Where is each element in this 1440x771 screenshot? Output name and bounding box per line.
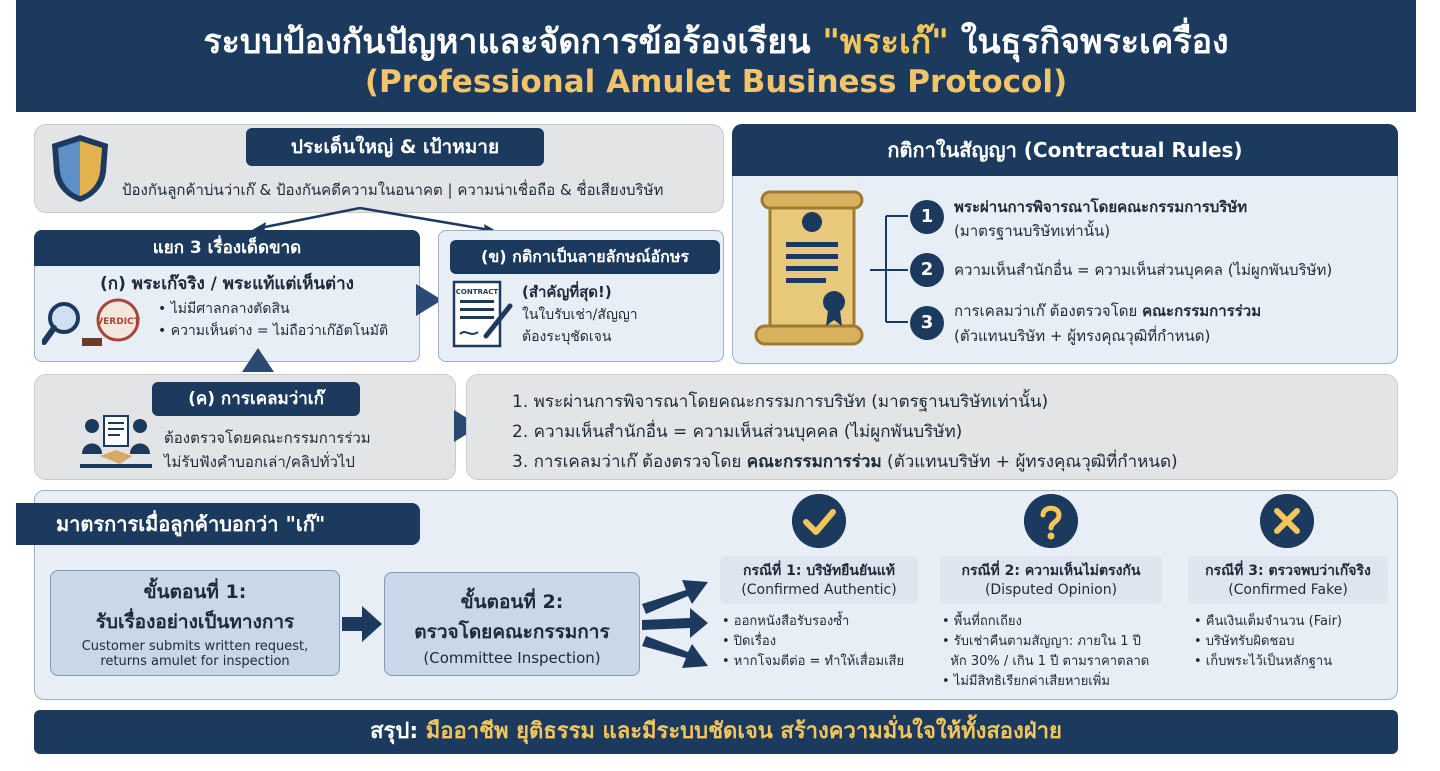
arrow-right-icon [342, 604, 384, 644]
claim-tag: (ค) การเคลมว่าเก๊ [152, 382, 360, 416]
case-3-subtitle: (Confirmed Fake) [1228, 582, 1348, 598]
rule-3-title-bold: คณะกรรมการร่วม [1142, 302, 1262, 320]
measures-heading: มาตรการเมื่อลูกค้าบอกว่า "เก๊" [16, 503, 420, 545]
question-icon [1024, 494, 1078, 548]
step-2-card [384, 572, 640, 676]
rule-number-2: 2 [910, 253, 944, 287]
contract-line: ในใบรับเช่า/สัญญา [522, 307, 638, 323]
case-2-bullet: หัก 30% / เกิน 1 ปี ตามราคาตลาด [942, 654, 1150, 669]
case-1-title: กรณีที่ 1: บริษัทยืนยันแท้ [743, 563, 895, 579]
case-3-bullet: • คืนเงินเต็มจำนวน (Fair) [1194, 614, 1342, 629]
rule-1-title: พระผ่านการพิจารณาโดยคณะกรรมการบริษัท [954, 198, 1248, 216]
rule-3-detail: (ตัวแทนบริษัท + ผู้ทรงคุณวุฒิที่กำหนด) [954, 327, 1211, 345]
step-1-card [50, 570, 340, 676]
list-item-bold: คณะกรรมการร่วม [746, 452, 882, 472]
page-title [16, 14, 1416, 68]
title-part: ในธุรกิจพระเครื่อง [948, 22, 1229, 62]
issue-tag: ประเด็นใหญ่ & เป้าหมาย [246, 128, 544, 166]
rule-1-detail: (มาตรฐานบริษัทเท่านั้น) [954, 222, 1111, 240]
contract-rules-heading: กติกาในสัญญา (Contractual Rules) [732, 124, 1398, 176]
rule-number-3: 3 [910, 306, 944, 340]
summary-footer [34, 710, 1398, 754]
case-3-bullet: • เก็บพระไว้เป็นหลักฐาน [1194, 654, 1333, 669]
header-banner [16, 0, 1416, 112]
claim-line: ไม่รับฟังคำบอกเล่า/คลิปทั่วไป [164, 453, 355, 471]
step-1-title: ขั้นตอนที่ 1: [143, 581, 247, 603]
case-2-subtitle: (Disputed Opinion) [984, 582, 1118, 598]
list-item-part: 3. การเคลมว่าเก๊ ต้องตรวจโดย [512, 452, 747, 472]
case-2-bullet: • พื้นที่ถกเถียง [942, 614, 1022, 629]
case-2-title: กรณีที่ 2: ความเห็นไม่ตรงกัน [961, 563, 1141, 579]
split-heading: แยก 3 เรื่องเด็ดขาด [34, 230, 420, 266]
case-3-title: กรณีที่ 3: ตรวจพบว่าเก๊จริง [1205, 563, 1371, 579]
step-1-subtitle: รับเรื่องอย่างเป็นทางการ [95, 611, 295, 633]
case-3-bullet: • บริษัทรับผิดชอบ [1194, 634, 1295, 649]
case-2-bullet: • ไม่มีสิทธิเรียกค่าเสียหายเพิ่ม [942, 674, 1110, 689]
step-2-desc: (Committee Inspection) [423, 649, 601, 667]
contract-pen-icon [450, 278, 516, 352]
list-item [512, 448, 1178, 475]
branch-arrows [640, 570, 710, 676]
list-item: 2. ความเห็นสำนักอื่น = ความเห็นส่วนบุคคล (ไม่ผูกพันบริษัท) [512, 422, 963, 442]
cross-icon [1260, 494, 1314, 548]
case-3-header [1188, 556, 1388, 604]
case-1-subtitle: (Confirmed Authentic) [741, 582, 897, 598]
issue-text: ป้องกันลูกค้าบ่นว่าเก๊ & ป้องกันคดีความในอนาคต | ความน่าเชื่อถือ & ชื่อเสียงบริษัท [122, 181, 664, 199]
shield-icon [48, 132, 112, 204]
split-bullet: • ไม่มีศาลกลางตัดสิน [158, 301, 290, 317]
handshake-meeting-icon [80, 414, 152, 470]
rule-3-title [954, 300, 1261, 322]
step-2-subtitle: ตรวจโดยคณะกรรมการ [414, 621, 610, 643]
summary-text: มืออาชีพ ยุติธรรม และมีระบบชัดเจน สร้างความมั่นใจให้ทั้งสองฝ่าย [425, 719, 1062, 744]
magnifier-stamp-icon [42, 296, 148, 348]
case-1-header [720, 556, 918, 604]
rule-2-title: ความเห็นสำนักอื่น = ความเห็นส่วนบุคคล (ไม่ผูกพันบริษัท) [954, 261, 1333, 279]
case-1-bullet: • หากโจมตีต่อ = ทำให้เสื่อมเสีย [722, 654, 905, 669]
scroll-document-icon [748, 188, 868, 348]
contract-label: CONTRACT [455, 288, 499, 296]
step-1-desc: returns amulet for inspection [100, 654, 290, 669]
written-contract-tag: (ข) กติกาเป็นลายลักษณ์อักษร [450, 240, 720, 274]
case-1-bullet: • ปิดเรื่อง [722, 634, 777, 649]
contract-emphasis: (สำคัญที่สุด!) [522, 283, 612, 301]
title-part: ระบบป้องกันปัญหาและจัดการข้อร้องเรียน [203, 22, 823, 62]
verdict-stamp-text: VERDICT [96, 317, 140, 327]
split-bullet: • ความเห็นต่าง = ไม่ถือว่าเก๊อัตโนมัติ [158, 323, 389, 339]
check-icon [792, 494, 846, 548]
claim-line: ต้องตรวจโดยคณะกรรมการร่วม [164, 429, 371, 447]
rule-3-title-part: การเคลมว่าเก๊ ต้องตรวจโดย [954, 302, 1143, 320]
list-item-part: (ตัวแทนบริษัท + ผู้ทรงคุณวุฒิที่กำหนด) [881, 452, 1178, 472]
contract-line: ต้องระบุชัดเจน [522, 329, 612, 345]
step-2-title: ขั้นตอนที่ 2: [460, 591, 564, 613]
case-2-header [940, 556, 1162, 604]
step-1-desc: Customer submits written request, [81, 639, 309, 654]
summary-label: สรุป: [370, 719, 426, 744]
arrow-up-icon [240, 346, 276, 374]
split-subheading: (ก) พระเก๊จริง / พระแท้แต่เห็นต่าง [100, 274, 354, 294]
rules-bracket [866, 206, 910, 326]
case-1-bullet: • ออกหนังสือรับรองซ้ำ [722, 614, 850, 629]
rule-number-1: 1 [910, 200, 944, 234]
title-highlight: "พระเก๊" [822, 22, 949, 62]
list-item: 1. พระผ่านการพิจารณาโดยคณะกรรมการบริษัท (มาตรฐานบริษัทเท่านั้น) [512, 392, 1049, 412]
page-subtitle: (Professional Amulet Business Protocol) [364, 64, 1068, 100]
case-2-bullet: • รับเช่าคืนตามสัญญา: ภายใน 1 ปี [942, 634, 1141, 649]
